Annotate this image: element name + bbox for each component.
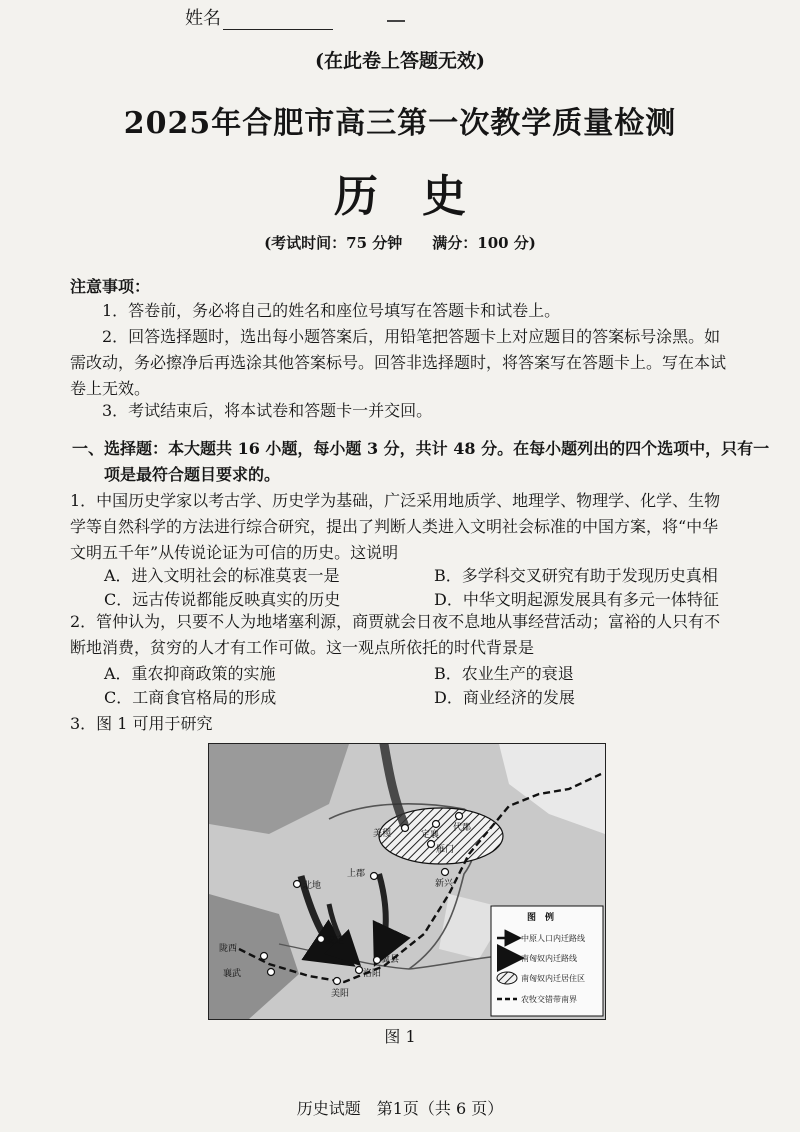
scan-mark [387,20,405,22]
place-label: 新兴 [435,879,454,889]
question-2-option-b: B．农业生产的衰退 [434,664,574,683]
place-label: 冀县 [381,955,400,965]
question-2-stem: 2．管仲认为，只要不人为地堵塞利源，商贾就会日夜不息地从事经营活动；富裕的人只有不断地消费，贫穷的人才有工作可做。这一观点所依托的时代背景是 [70,612,721,657]
legend-item: 南匈奴内迁居住区 [521,974,585,983]
subject-title: 历 史 [334,171,466,222]
terrain-plain [499,744,605,834]
exam-title: 2025年合肥市高三第一次教学质量检测 [123,106,677,141]
exam-info: (考试时间：75 分钟 满分：100 分) [264,234,536,252]
question-2-option-a: A．重农抑商政策的实施 [104,664,276,683]
invalid-note: (在此卷上答题无效) [315,50,485,72]
migration-arrow [379,874,386,956]
place-label: 陇西 [219,944,238,954]
place-label: 上郡 [347,869,366,879]
question-2-option-d: D．商业经济的发展 [434,688,575,707]
question-2-option-c: C．工商食官格局的形成 [104,688,277,707]
name-field [185,4,333,30]
place-label: 代郡 [453,823,472,833]
question-1-option-d: D．中华文明起源发展具有多元一体特征 [434,590,719,609]
question-3-stem: 3．图 1 可用于研究 [70,714,213,733]
place-label: 襄武 [223,969,242,979]
notice-title: 注意事项： [70,277,151,296]
place-label: 美阳 [331,989,350,999]
place-label: 定襄 [421,830,440,840]
legend-item: 中原人口内迁路线 [521,934,585,943]
question-1-option-a: A．进入文明社会的标准莫衷一是 [104,566,340,585]
figure-caption: 图 1 [384,1027,416,1046]
question-1-option-c: C．远古传说都能反映真实的历史 [104,590,341,609]
terrain-mountains [209,744,349,834]
name-blank-line [223,13,333,30]
legend-title: 图 例 [527,913,555,923]
legend-item: 农牧交错带南界 [521,995,577,1004]
section-title: 一、选择题：本大题共 16 小题，每小题 3 分，共计 48 分。在每小题列出的四个选项中，只有一项是最符合题目要求的。 [72,439,770,484]
place-label: 美稷 [373,829,392,839]
place-label: 安定 [326,936,345,946]
legend-item: 南匈奴内迁路线 [521,954,577,963]
notice-item: 1．答卷前，务必将自己的姓名和座位号填写在答题卡和试卷上。 [102,301,561,320]
notice-item: 3．考试结束后，将本试卷和答题卡一并交回。 [102,401,433,420]
place-label: 北地 [303,881,322,891]
migration-arrow [384,744,404,824]
question-1-option-b: B．多学科交叉研究有助于发现历史真相 [434,566,718,585]
notice-item: 2．回答选择题时，选出每小题答案后，用铅笔把答题卡上对应题目的答案标号涂黑。如需改动，务必擦净后再选涂其他答案标号。回答非选择题时，将答案写在答题卡上。写在本试卷上无效。 [70,327,727,398]
place-label: 雁门 [436,845,455,855]
name-label: 姓名 [185,8,221,29]
place-label: 洛阳 [363,969,382,979]
historical-map [208,743,606,1020]
question-1-stem: 1．中国历史学家以考古学、历史学为基础，广泛采用地质学、地理学、物理学、化学、生物学等自然科学的方法进行综合研究，提出了判断人类进入文明社会标准的中国方案，将“中华文明五千年”从传说论证为可信的历史。这说明 [70,491,721,562]
page-footer: 历史试题 第1页（共 6 页） [296,1099,504,1118]
map-legend [491,906,603,1016]
